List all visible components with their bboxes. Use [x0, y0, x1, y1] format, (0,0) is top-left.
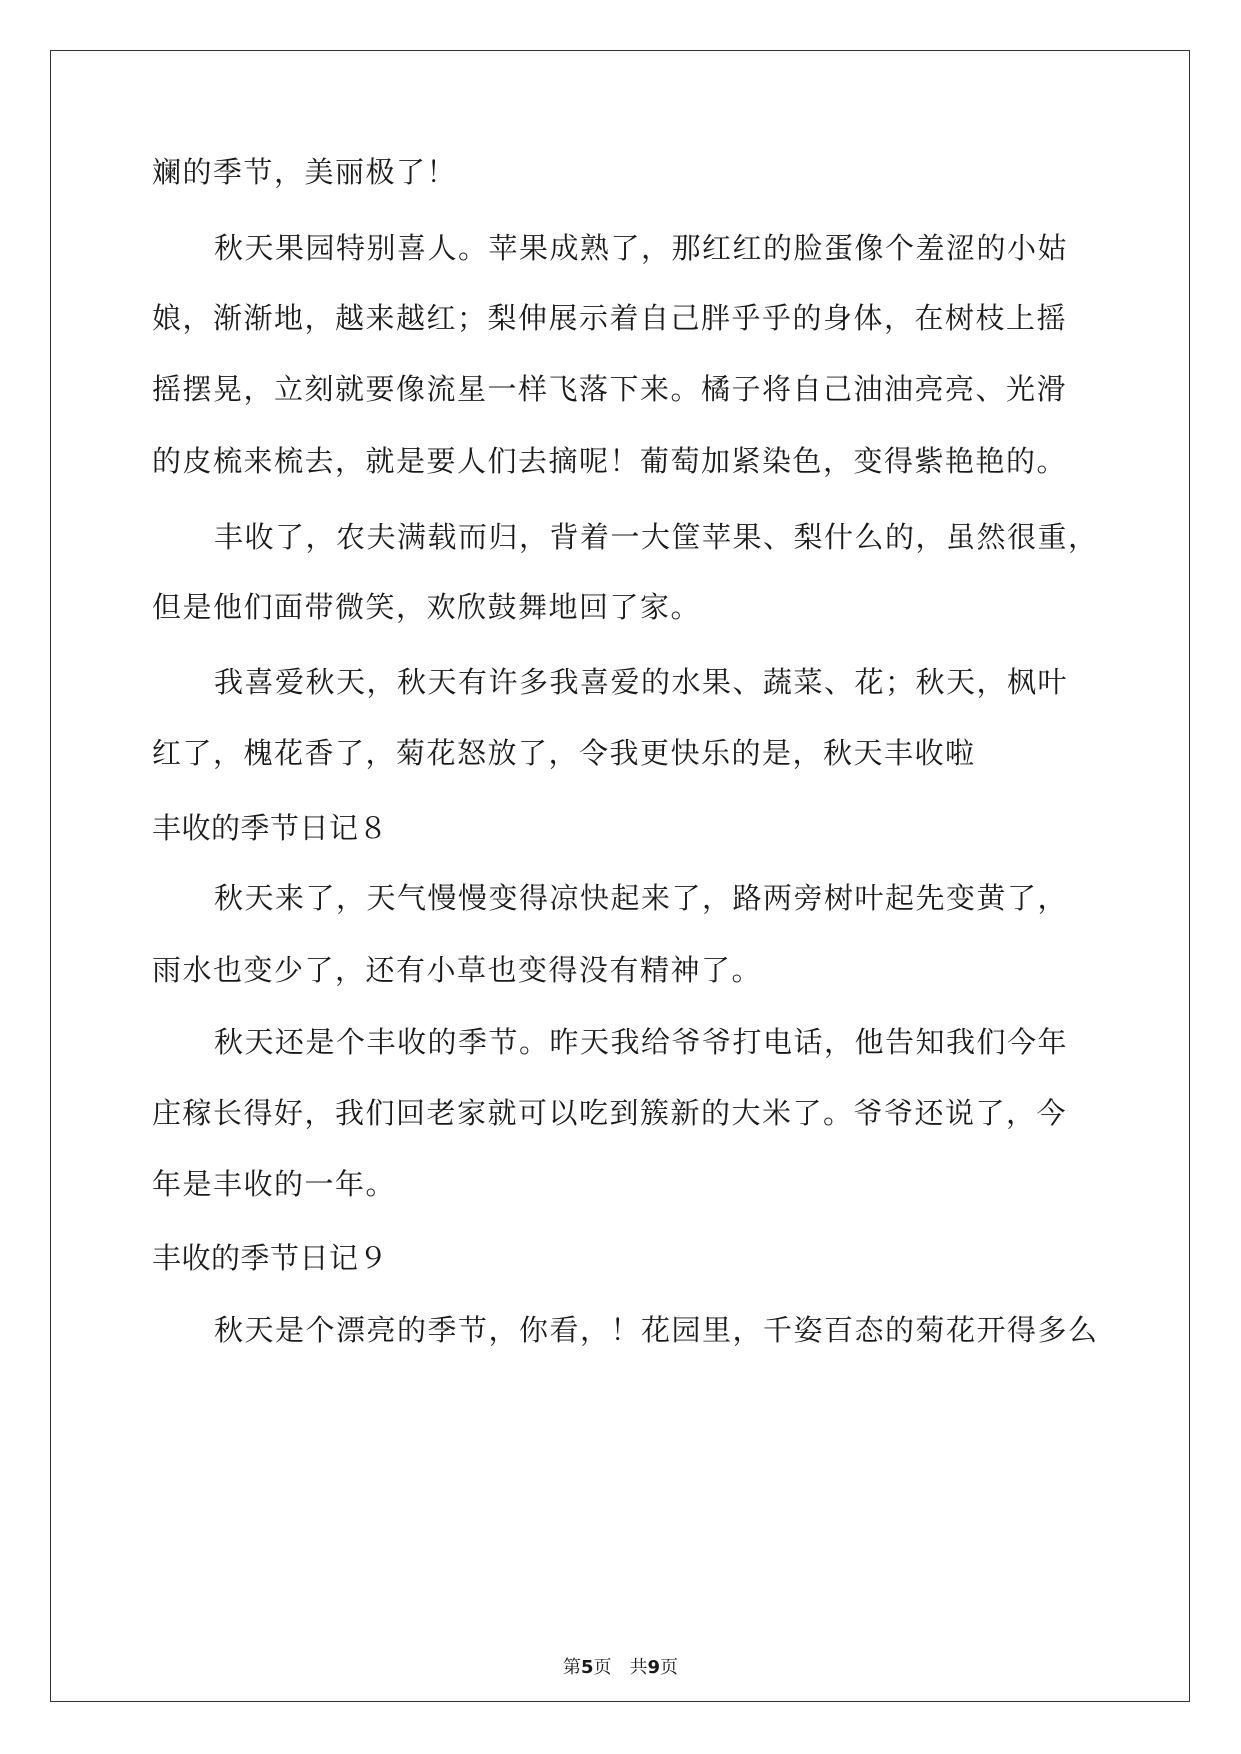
- paragraph-start-line: 我喜爱秋天，秋天有许多我喜爱的水果、蔬菜、花；秋天，枫叶: [214, 665, 1069, 699]
- text-line: 年是丰收的一年。: [152, 1167, 397, 1201]
- total-pages: 9: [647, 1657, 661, 1678]
- page-suffix: 页: [593, 1657, 612, 1678]
- paragraph-start-line: 秋天来了，天气慢慢变得凉快起来了，路两旁树叶起先变黄了，: [214, 881, 1069, 915]
- paragraph-start-line: 秋天还是个丰收的季节。昨天我给爷爷打电话，他告知我们今年: [214, 1025, 1069, 1059]
- text-line: 但是他们面带微笑，欢欣鼓舞地回了家。: [152, 590, 702, 624]
- text-line: 斓的季节，美丽极了！: [152, 155, 458, 189]
- page-prefix: 第: [562, 1657, 581, 1678]
- paragraph-start-line: 秋天果园特别喜人。苹果成熟了，那红红的脸蛋像个羞涩的小姑: [214, 231, 1069, 265]
- paragraph-start-line: 秋天是个漂亮的季节，你看，！花园里，千姿百态的菊花开得多么: [214, 1313, 1099, 1347]
- page-number: 5: [580, 1657, 594, 1678]
- page-footer: [0, 1656, 1241, 1680]
- text-line: 的皮梳来梳去，就是要人们去摘呢！葡萄加紧染色，变得紫艳艳的。: [152, 444, 1068, 478]
- section-heading: 丰收的季节日记８: [152, 811, 389, 845]
- text-line: 庄稼长得好，我们回老家就可以吃到簇新的大米了。爷爷还说了，今: [152, 1096, 1068, 1130]
- paragraph-start-line: 丰收了，农夫满载而归，背着一大筐苹果、梨什么的，虽然很重，: [214, 520, 1099, 554]
- text-line: 红了，槐花香了，菊花怒放了，令我更快乐的是，秋天丰收啦: [152, 736, 976, 770]
- text-line: 雨水也变少了，还有小草也变得没有精神了。: [152, 953, 763, 987]
- text-line: 娘，渐渐地，越来越红；梨伸展示着自己胖乎乎的身体，在树枝上摇: [152, 301, 1068, 335]
- total-suffix: 页: [660, 1657, 679, 1678]
- section-heading: 丰收的季节日记９: [152, 1241, 389, 1275]
- text-line: 摇摆晃，立刻就要像流星一样飞落下来。橘子将自己油油亮亮、光滑: [152, 372, 1068, 406]
- total-prefix: 共: [629, 1657, 648, 1678]
